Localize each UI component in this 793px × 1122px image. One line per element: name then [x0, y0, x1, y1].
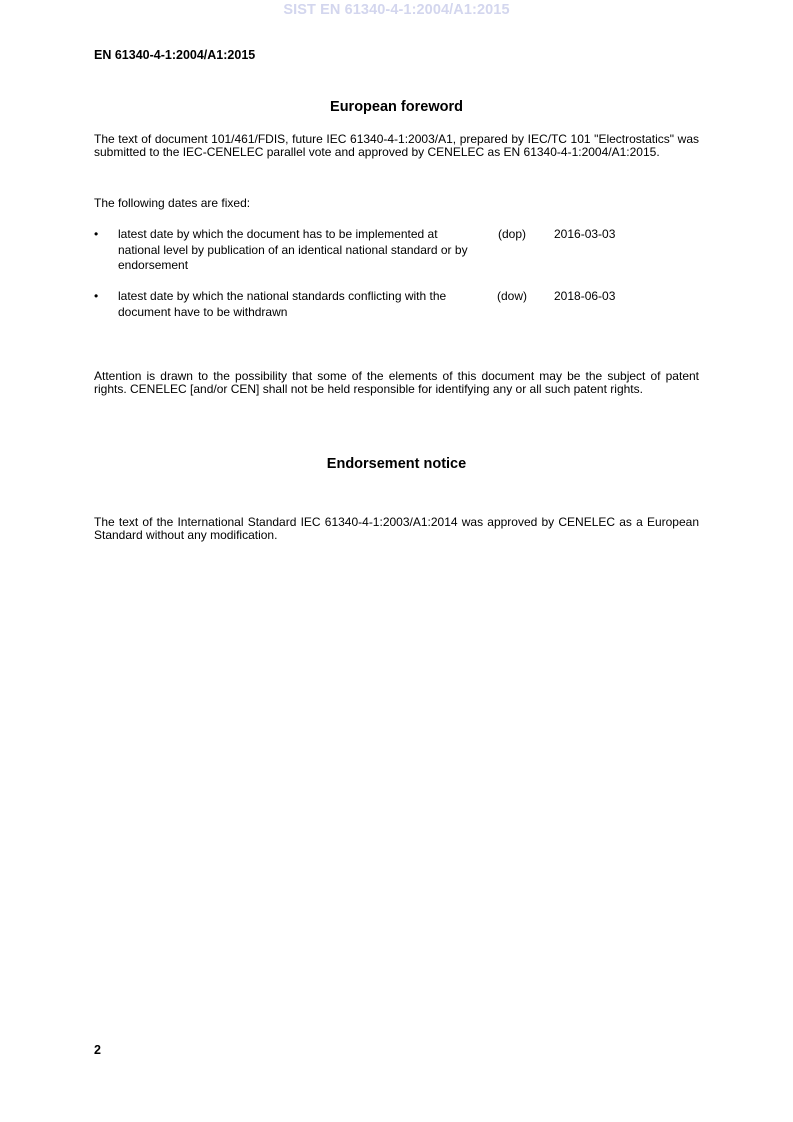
document-id: EN 61340-4-1:2004/A1:2015 [94, 48, 256, 62]
date-item-date: 2016-03-03 [554, 227, 616, 241]
foreword-paragraph: The text of document 101/461/FDIS, future IEC 61340-4-1:2003/A1, prepared by IEC/TC 101 "Electrostatics" was submitted to the IEC-CENELEC parallel vote and approved by CENELEC as EN 61340-4-1:2004/A1:2015. [94, 132, 699, 160]
date-item-text: latest date by which the document has to be implemented at national level by publication of an identical national standard or by endorsement [118, 227, 468, 272]
date-item-dow [94, 289, 699, 321]
date-item-text: latest date by which the national standards conflicting with the document have to be withdrawn [118, 289, 447, 319]
date-item-date: 2018-06-03 [554, 289, 616, 303]
endorsement-text: The text of the International Standard IEC 61340-4-1:2003/A1:2014 was approved by CENELEC as a European Standard without any modification. [94, 515, 699, 543]
endorsement-title: Endorsement notice [326, 456, 467, 472]
date-item-dop [94, 227, 699, 275]
watermark: SIST EN 61340-4-1:2004/A1:2015 [283, 2, 510, 18]
date-item-abbr: (dop) [498, 227, 527, 241]
patent-notice: Attention is drawn to the possibility that some of the elements of this document may be the subject of patent rights. CENELEC [and/or CEN] shall not be held responsible for identifying any or all such patent rights. [94, 369, 699, 397]
page-number: 2 [94, 1043, 101, 1057]
bullet-icon: • [94, 289, 99, 303]
foreword-title: European foreword [330, 99, 463, 115]
date-item-abbr: (dow) [497, 289, 528, 303]
dates-intro: The following dates are fixed: [94, 196, 251, 210]
bullet-icon: • [94, 227, 99, 241]
